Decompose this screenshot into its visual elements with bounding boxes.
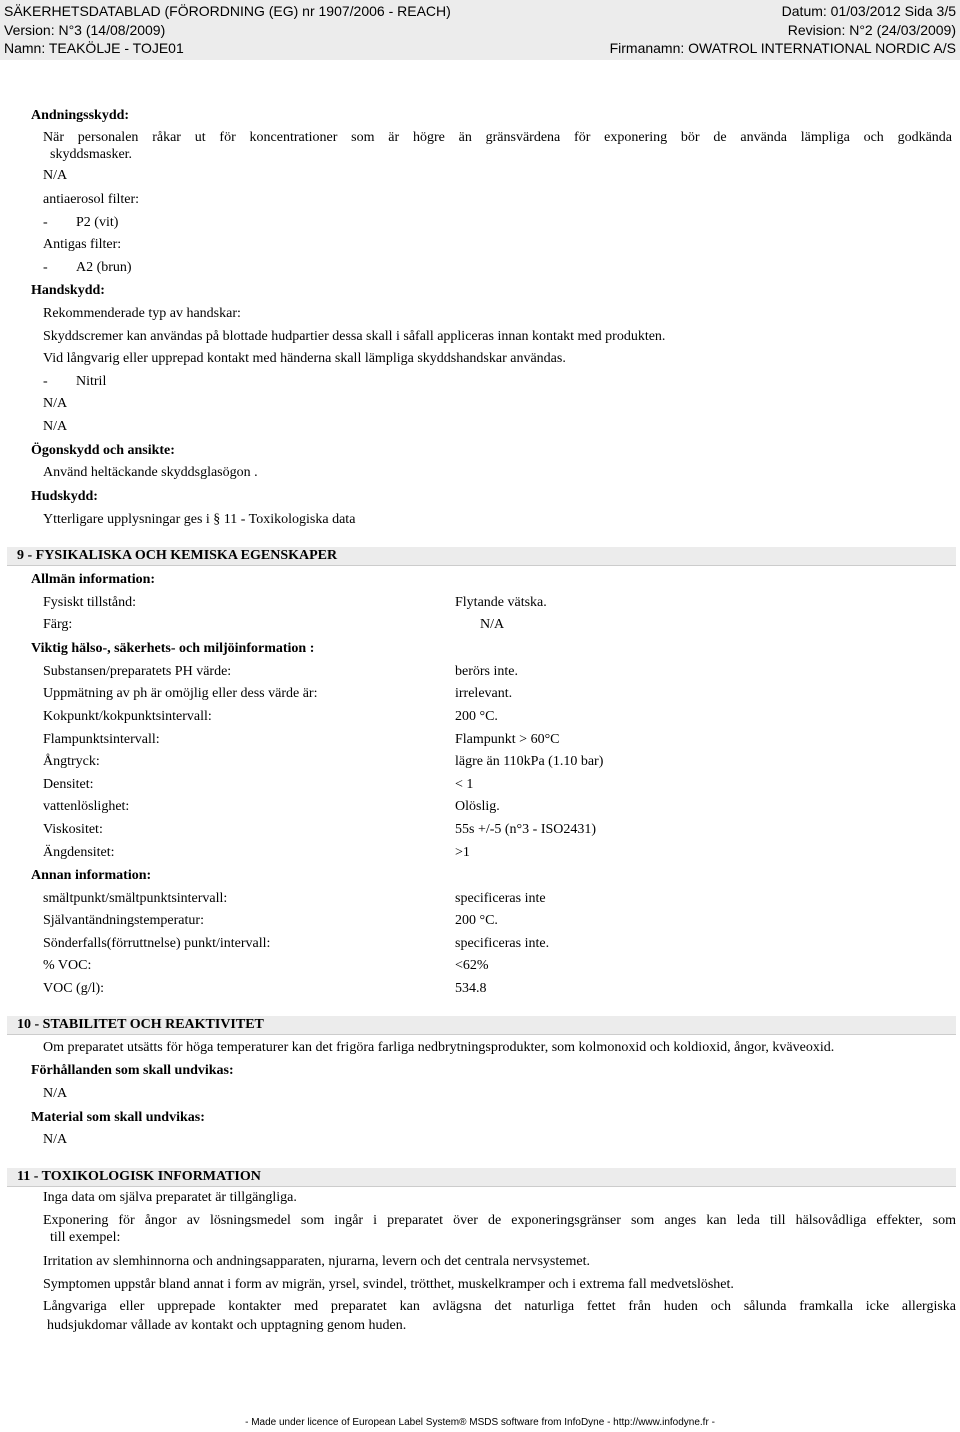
section-11-bar xyxy=(7,1168,956,1187)
dash: - xyxy=(43,215,48,230)
general-heading: Allmän information: xyxy=(31,572,156,587)
property-value: specificeras inte xyxy=(455,891,546,906)
property-value: N/A xyxy=(480,617,505,632)
nitril-glove: Nitril xyxy=(76,374,107,389)
property-label: Substansen/preparatets PH värde: xyxy=(43,664,232,679)
property-label: vattenlöslighet: xyxy=(43,799,130,814)
eye-heading: Ögonskydd och ansikte: xyxy=(31,443,175,458)
hand-heading: Handskydd: xyxy=(31,283,105,298)
hand-text-2: Vid långvarig eller upprepad kontakt med händerna skall lämpliga skyddshandskar användas. xyxy=(43,351,566,366)
property-value: 534.8 xyxy=(455,981,487,996)
property-value: berörs inte. xyxy=(455,664,518,679)
section-10-bar xyxy=(7,1016,956,1035)
toxicology-text: Symptomen uppstår bland annat i form av migrän, yrsel, svindel, trötthet, muskelkramper och i extrema fall medvetslöshet. xyxy=(43,1277,734,1292)
version: Version: N°3 (14/08/2009) xyxy=(4,22,166,38)
section-10-title: 10 - STABILITET OCH REAKTIVITET xyxy=(17,1017,264,1032)
toxicology-text-cont: till exempel: xyxy=(50,1230,121,1245)
property-value: Flytande vätska. xyxy=(455,595,547,610)
hand-text: Skyddscremer kan användas på blottade hudpartier dessa skall i såfall appliceras innan kontakt med produkten. xyxy=(43,329,666,344)
document-title: SÄKERHETSDATABLAD (FÖRORDNING (EG) nr 1907/2006 - REACH) xyxy=(4,3,451,19)
document-header xyxy=(0,0,960,60)
stability-text: Om preparatet utsätts för höga temperaturer kan det frigöra farliga nedbrytningsprodukter, som kolmonoxid och koldioxid, ångor, kväveoxid. xyxy=(43,1040,835,1055)
hand-recommended: Rekommenderade typ av handskar: xyxy=(43,306,241,321)
avoid-materials-value: N/A xyxy=(43,1132,68,1147)
property-label: Flampunktsintervall: xyxy=(43,732,160,747)
property-value: <62% xyxy=(455,958,489,973)
date-page: Datum: 01/03/2012 Sida 3/5 xyxy=(781,3,956,19)
product-name: Namn: TEAKÖLJE - TOJE01 xyxy=(4,40,184,56)
hand-na: N/A xyxy=(43,396,68,411)
health-heading: Viktig hälso-, säkerhets- och miljöinformation : xyxy=(31,641,315,656)
other-heading: Annan information: xyxy=(31,868,152,883)
toxicology-text: Inga data om själva preparatet är tillgängliga. xyxy=(43,1190,297,1205)
property-label: Uppmätning av ph är omöjlig eller dess värde är: xyxy=(43,686,318,701)
antiaerosol-label: antiaerosol filter: xyxy=(43,192,140,207)
property-value: specificeras inte. xyxy=(455,936,550,951)
property-label: Fysiskt tillstånd: xyxy=(43,595,136,610)
skin-text: Ytterligare upplysningar ges i § 11 - Toxikologiska data xyxy=(43,512,356,527)
dash: - xyxy=(43,260,48,275)
toxicology-text-cont: hudsjukdomar vållade av kontakt och upptagning genom huden. xyxy=(47,1318,407,1333)
footer-credit: - Made under licence of European Label System® MSDS software from InfoDyne - http://www.infodyne.fr - xyxy=(245,1417,715,1428)
section-9-bar xyxy=(7,547,956,566)
property-label: % VOC: xyxy=(43,958,92,973)
property-label: Viskositet: xyxy=(43,822,103,837)
toxicology-text: Irritation av slemhinnorna och andningsapparaten, njurarna, levern och det centrala nervsystemet. xyxy=(43,1254,590,1269)
property-value: Flampunkt > 60°C xyxy=(455,732,560,747)
respiratory-heading: Andningsskydd: xyxy=(31,108,130,123)
property-value: 200 °C. xyxy=(455,709,498,724)
property-label: Ångtryck: xyxy=(43,754,100,769)
property-label: Självantändningstemperatur: xyxy=(43,913,204,928)
property-label: Ängdensitet: xyxy=(43,845,115,860)
revision: Revision: N°2 (24/03/2009) xyxy=(787,22,956,38)
property-label: Sönderfalls(förruttnelse) punkt/intervall: xyxy=(43,936,271,951)
property-label: Färg: xyxy=(43,617,73,632)
skin-heading: Hudskydd: xyxy=(31,489,98,504)
dash: - xyxy=(43,374,48,389)
a2-filter: A2 (brun) xyxy=(76,260,132,275)
property-value: irrelevant. xyxy=(455,686,513,701)
section-11-title: 11 - TOXIKOLOGISK INFORMATION xyxy=(17,1169,261,1184)
property-value: 55s +/-5 (n°3 - ISO2431) xyxy=(455,822,597,837)
property-label: Kokpunkt/kokpunktsintervall: xyxy=(43,709,212,724)
respiratory-text: När personalen råkar ut för koncentrationer som är högre än gränsvärdena för exponering bör de använda lämpliga och godkända xyxy=(43,130,952,145)
company-name: Firmanamn: OWATROL INTERNATIONAL NORDIC A/S xyxy=(609,40,956,56)
property-value: lägre än 110kPa (1.10 bar) xyxy=(455,754,604,769)
section-9-title: 9 - FYSIKALISKA OCH KEMISKA EGENSKAPER xyxy=(17,548,338,563)
respiratory-text-cont: skyddsmasker. xyxy=(50,147,133,162)
property-value: < 1 xyxy=(455,777,474,792)
toxicology-text: Långvariga eller upprepade kontakter med preparatet kan avlägsna det naturliga fettet från huden och sålunda framkalla icke allergiska xyxy=(43,1299,956,1314)
eye-text: Använd heltäckande skyddsglasögon . xyxy=(43,465,258,480)
respiratory-na: N/A xyxy=(43,168,68,183)
property-label: Densitet: xyxy=(43,777,94,792)
toxicology-text: Exponering för ångor av lösningsmedel som ingår i preparatet över de exponeringsgränser som anges kan leda till hälsovådliga effekter, som xyxy=(43,1213,956,1228)
avoid-materials-heading: Material som skall undvikas: xyxy=(31,1110,205,1125)
property-value: 200 °C. xyxy=(455,913,498,928)
property-label: smältpunkt/smältpunktsintervall: xyxy=(43,891,228,906)
property-value: >1 xyxy=(455,845,470,860)
antigas-label: Antigas filter: xyxy=(43,237,122,252)
avoid-conditions-heading: Förhållanden som skall undvikas: xyxy=(31,1063,234,1078)
hand-na-2: N/A xyxy=(43,419,68,434)
property-label: VOC (g/l): xyxy=(43,981,105,996)
avoid-conditions-value: N/A xyxy=(43,1086,68,1101)
p2-filter: P2 (vit) xyxy=(76,215,119,230)
property-value: Olöslig. xyxy=(455,799,500,814)
